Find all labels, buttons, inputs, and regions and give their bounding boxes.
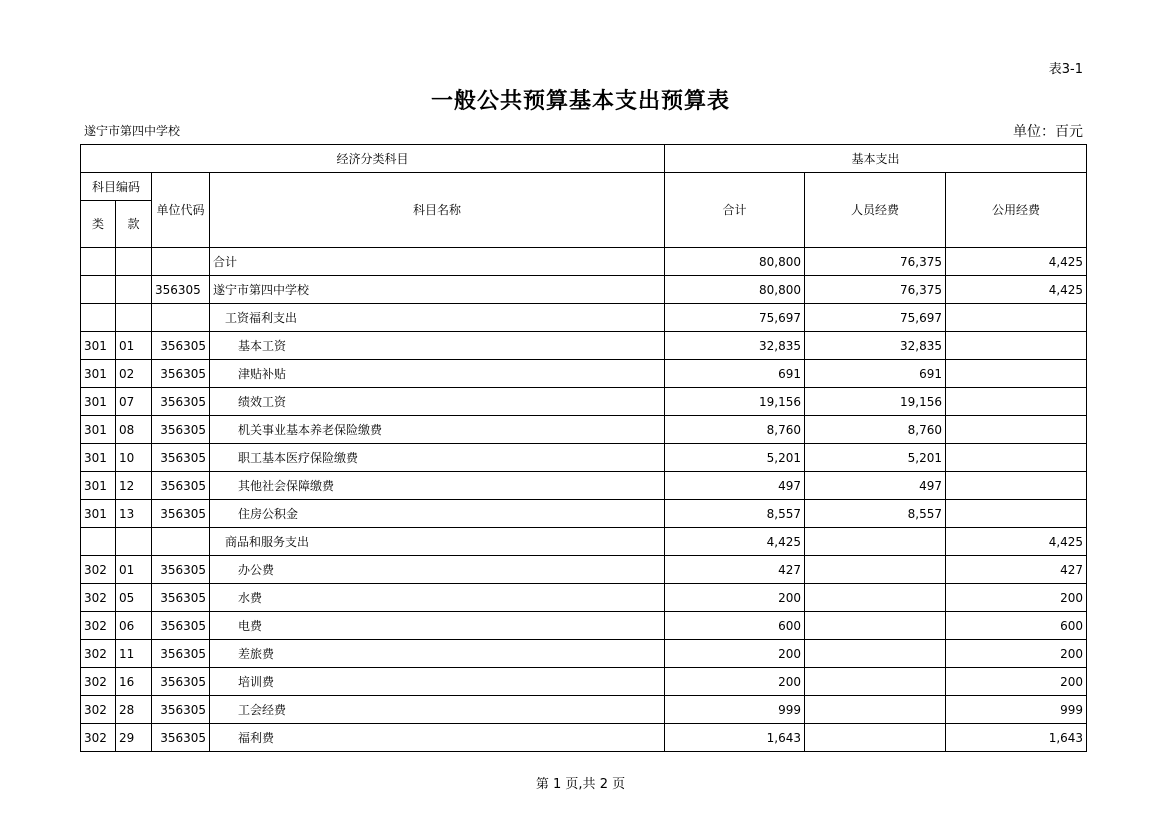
cell-public: 600 [946,612,1087,640]
cell-kuan: 10 [116,444,152,472]
cell-kuan: 11 [116,640,152,668]
cell-personnel [805,612,946,640]
cell-unit-code: 356305 [152,724,210,752]
cell-total: 8,760 [665,416,805,444]
header-econ-class: 经济分类科目 [81,145,665,173]
cell-unit-code: 356305 [152,276,210,304]
cell-personnel [805,584,946,612]
cell-total: 1,643 [665,724,805,752]
cell-unit-code: 356305 [152,472,210,500]
table-row [81,528,1087,556]
table-row [81,444,1087,472]
cell-subject-name: 水费 [210,584,665,612]
cell-unit-code: 356305 [152,444,210,472]
cell-lei [81,276,116,304]
cell-personnel: 5,201 [805,444,946,472]
table-row [81,612,1087,640]
cell-lei: 302 [81,724,116,752]
page-footer: 第 1 页,共 2 页 [535,777,626,792]
cell-subject-name: 机关事业基本养老保险缴费 [210,416,665,444]
cell-total: 200 [665,668,805,696]
cell-lei [81,528,116,556]
cell-total: 8,557 [665,500,805,528]
cell-public [946,304,1087,332]
cell-subject-name: 津贴补贴 [210,360,665,388]
cell-lei: 301 [81,388,116,416]
cell-subject-name: 基本工资 [210,332,665,360]
header-kuan: 款 [116,201,152,248]
header-personnel: 人员经费 [805,173,946,248]
cell-lei: 302 [81,556,116,584]
header-subject-code: 科目编码 [81,173,152,201]
cell-kuan: 08 [116,416,152,444]
cell-unit-code: 356305 [152,556,210,584]
table-row [81,724,1087,752]
cell-subject-name: 办公费 [210,556,665,584]
cell-subject-name: 遂宁市第四中学校 [210,276,665,304]
header-public: 公用经费 [946,173,1087,248]
cell-subject-name: 职工基本医疗保险缴费 [210,444,665,472]
table-row [81,360,1087,388]
cell-personnel [805,724,946,752]
cell-lei: 302 [81,612,116,640]
cell-lei: 301 [81,332,116,360]
cell-total: 4,425 [665,528,805,556]
cell-personnel [805,528,946,556]
table-row [81,640,1087,668]
cell-subject-name: 其他社会保障缴费 [210,472,665,500]
cell-personnel [805,668,946,696]
cell-total: 80,800 [665,248,805,276]
cell-subject-name: 工资福利支出 [210,304,665,332]
header-basic-expense: 基本支出 [665,145,1087,173]
organization-name: 遂宁市第四中学校 [84,124,181,138]
table-row [81,332,1087,360]
cell-kuan: 07 [116,388,152,416]
table-row [81,500,1087,528]
cell-total: 200 [665,640,805,668]
cell-kuan: 06 [116,612,152,640]
cell-kuan: 01 [116,556,152,584]
cell-kuan [116,276,152,304]
cell-public: 1,643 [946,724,1087,752]
budget-table [80,144,1087,752]
cell-lei: 301 [81,472,116,500]
cell-public [946,332,1087,360]
cell-subject-name: 工会经费 [210,696,665,724]
header-unit-code: 单位代码 [152,173,210,248]
cell-unit-code: 356305 [152,388,210,416]
header-subject-name: 科目名称 [210,173,665,248]
header-total: 合计 [665,173,805,248]
table-row [81,584,1087,612]
cell-total: 5,201 [665,444,805,472]
cell-public: 200 [946,640,1087,668]
table-row [81,276,1087,304]
cell-personnel [805,556,946,584]
cell-public: 4,425 [946,276,1087,304]
table-row [81,248,1087,276]
cell-public [946,416,1087,444]
cell-kuan: 29 [116,724,152,752]
cell-lei [81,304,116,332]
cell-subject-name: 福利费 [210,724,665,752]
cell-public [946,500,1087,528]
cell-subject-name: 绩效工资 [210,388,665,416]
table-row [81,416,1087,444]
cell-unit-code: 356305 [152,500,210,528]
cell-public [946,472,1087,500]
cell-total: 19,156 [665,388,805,416]
cell-total: 600 [665,612,805,640]
cell-personnel: 691 [805,360,946,388]
header-lei: 类 [81,201,116,248]
cell-unit-code: 356305 [152,612,210,640]
cell-public [946,360,1087,388]
cell-public [946,388,1087,416]
cell-subject-name: 合计 [210,248,665,276]
cell-personnel: 75,697 [805,304,946,332]
cell-public [946,444,1087,472]
cell-total: 427 [665,556,805,584]
cell-unit-code: 356305 [152,696,210,724]
cell-kuan: 02 [116,360,152,388]
table-row [81,388,1087,416]
cell-unit-code: 356305 [152,640,210,668]
cell-unit-code [152,248,210,276]
cell-subject-name: 培训费 [210,668,665,696]
cell-unit-code: 356305 [152,584,210,612]
cell-public: 427 [946,556,1087,584]
cell-subject-name: 商品和服务支出 [210,528,665,556]
cell-personnel: 76,375 [805,248,946,276]
cell-unit-code [152,528,210,556]
table-row [81,304,1087,332]
cell-kuan [116,248,152,276]
cell-kuan: 12 [116,472,152,500]
table-row [81,556,1087,584]
cell-total: 999 [665,696,805,724]
cell-total: 75,697 [665,304,805,332]
page-title: 一般公共预算基本支出预算表 [430,89,730,114]
cell-personnel [805,696,946,724]
table-number: 表3-1 [1048,62,1083,77]
cell-lei: 301 [81,360,116,388]
cell-lei: 302 [81,584,116,612]
cell-personnel: 497 [805,472,946,500]
cell-total: 32,835 [665,332,805,360]
table-row [81,696,1087,724]
cell-public: 4,425 [946,528,1087,556]
cell-lei: 302 [81,696,116,724]
cell-total: 497 [665,472,805,500]
header-row-1 [81,145,1087,173]
cell-kuan [116,528,152,556]
table-row [81,668,1087,696]
cell-personnel: 76,375 [805,276,946,304]
cell-kuan: 05 [116,584,152,612]
unit-label: 单位：百元 [1013,124,1083,140]
cell-personnel: 19,156 [805,388,946,416]
cell-public: 4,425 [946,248,1087,276]
cell-lei [81,248,116,276]
cell-kuan: 28 [116,696,152,724]
cell-lei: 301 [81,444,116,472]
cell-unit-code: 356305 [152,416,210,444]
cell-unit-code: 356305 [152,360,210,388]
cell-subject-name: 住房公积金 [210,500,665,528]
table-row [81,472,1087,500]
cell-unit-code: 356305 [152,332,210,360]
cell-kuan: 13 [116,500,152,528]
cell-unit-code: 356305 [152,668,210,696]
cell-kuan: 16 [116,668,152,696]
cell-public: 200 [946,584,1087,612]
cell-kuan: 01 [116,332,152,360]
cell-lei: 301 [81,500,116,528]
header-row-2 [81,173,1087,201]
cell-subject-name: 电费 [210,612,665,640]
cell-subject-name: 差旅费 [210,640,665,668]
cell-personnel: 32,835 [805,332,946,360]
cell-unit-code [152,304,210,332]
cell-lei: 302 [81,640,116,668]
cell-personnel: 8,557 [805,500,946,528]
cell-public: 200 [946,668,1087,696]
cell-kuan [116,304,152,332]
cell-total: 691 [665,360,805,388]
cell-lei: 302 [81,668,116,696]
cell-total: 80,800 [665,276,805,304]
cell-total: 200 [665,584,805,612]
cell-personnel [805,640,946,668]
cell-lei: 301 [81,416,116,444]
cell-personnel: 8,760 [805,416,946,444]
cell-public: 999 [946,696,1087,724]
